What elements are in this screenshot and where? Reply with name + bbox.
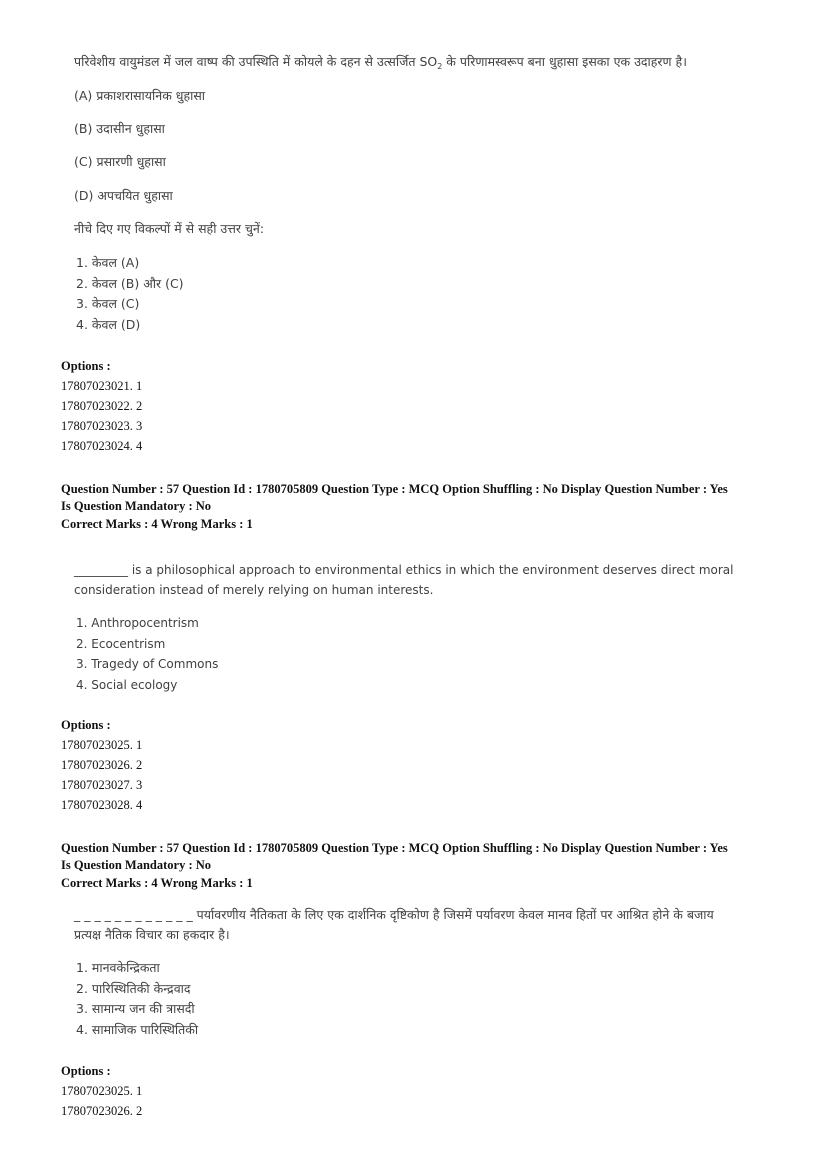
- list-item: 4. Social ecology: [76, 677, 178, 692]
- list-item: 1. Anthropocentrism: [76, 616, 199, 630]
- q2-options: [61, 715, 142, 815]
- q3-meta-line2: Is Question Mandatory : No: [61, 857, 212, 872]
- list-item: 3. केवल (C): [76, 296, 140, 311]
- list-item: 1. केवल (A): [76, 255, 140, 270]
- list-item: 4. सामाजिक पारिस्थितिकी: [76, 1021, 199, 1037]
- q1-statement-b: (B) उदासीन धुहासा: [74, 121, 165, 136]
- list-item: 3. Tragedy of Commons: [76, 657, 219, 671]
- option-id: 17807023023. 3: [61, 419, 143, 433]
- q1-question-body: [74, 52, 774, 77]
- option-id: 17807023028. 4: [61, 798, 143, 812]
- option-id: 17807023025. 1: [61, 1084, 143, 1098]
- q1-options: [61, 356, 142, 456]
- options-label: Options :: [61, 1064, 111, 1078]
- option-id: 17807023025. 1: [61, 738, 143, 752]
- list-item: 2. Ecocentrism: [76, 636, 166, 651]
- q2-question-body: [74, 560, 774, 600]
- q3-stem-line2: प्रत्यक्ष नैतिक विचार का हकदार है।: [74, 927, 230, 942]
- q2-stem-line2: consideration instead of merely relying on human interests.: [74, 583, 434, 597]
- q1-statement-c: (C) प्रसारणी धुहासा: [74, 154, 166, 169]
- q3-meta-line1: Question Number : 57 Question Id : 1780705809 Question Type : MCQ Option Shuffling : No Display Question Number : Yes: [61, 841, 728, 855]
- options-label: Options :: [61, 718, 111, 732]
- q3-question-body: [74, 905, 774, 945]
- list-item: 4. केवल (D): [76, 316, 141, 332]
- option-id: 17807023027. 3: [61, 778, 143, 792]
- q2-meta-line2: Is Question Mandatory : No: [61, 498, 212, 513]
- list-item: 2. केवल (B) और (C): [76, 275, 184, 291]
- q1-choices: [76, 253, 184, 335]
- list-item: 2. पारिस्थितिकी केन्द्रवाद: [76, 980, 191, 996]
- option-id: 17807023026. 2: [61, 758, 143, 772]
- q2-marks: Correct Marks : 4 Wrong Marks : 1: [61, 517, 253, 531]
- q3-metadata: [61, 840, 781, 892]
- q3-marks: Correct Marks : 4 Wrong Marks : 1: [61, 876, 253, 890]
- q3-choices: [76, 958, 198, 1040]
- q2-metadata: [61, 481, 781, 533]
- list-item: 1. मानवकेन्द्रिकता: [76, 960, 160, 975]
- q3-options: [61, 1061, 142, 1121]
- q1-instruction: नीचे दिए गए विकल्पों में से सही उत्तर चुनें:: [74, 221, 265, 236]
- option-id: 17807023026. 2: [61, 1104, 143, 1118]
- option-id: 17807023022. 2: [61, 399, 143, 413]
- options-label: Options :: [61, 359, 111, 373]
- q2-meta-line1: Question Number : 57 Question Id : 1780705809 Question Type : MCQ Option Shuffling : No Display Question Number : Yes: [61, 482, 728, 496]
- q3-stem-line1: _ _ _ _ _ _ _ _ _ _ _ _ पर्यावरणीय नैतिकता के लिए एक दार्शनिक दृष्टिकोण है जिसमें पर्यावरण केवल मानव हितों पर आश्रित होने के बजाय: [74, 907, 714, 922]
- q1-statement-a: (A) प्रकाशरासायनिक धुहासा: [74, 88, 206, 103]
- q2-stem-line1: _________ is a philosophical approach to environmental ethics in which the environment deserves direct moral: [74, 563, 734, 577]
- q2-choices: [76, 613, 218, 695]
- q1-stem-subscript: 2: [437, 62, 443, 71]
- option-id: 17807023024. 4: [61, 439, 143, 453]
- q1-statement-d: (D) अपचयित धुहासा: [74, 188, 173, 203]
- option-id: 17807023021. 1: [61, 379, 143, 393]
- list-item: 3. सामान्य जन की त्रासदी: [76, 1001, 195, 1016]
- q1-stem: परिवेशीय वायुमंडल में जल वाष्प की उपस्थिति में कोयले के दहन से उत्सर्जित $SO_2$ के परिणामस्वरूप बना धुहासा इसका एक उदाहरण है।: [74, 54, 687, 71]
